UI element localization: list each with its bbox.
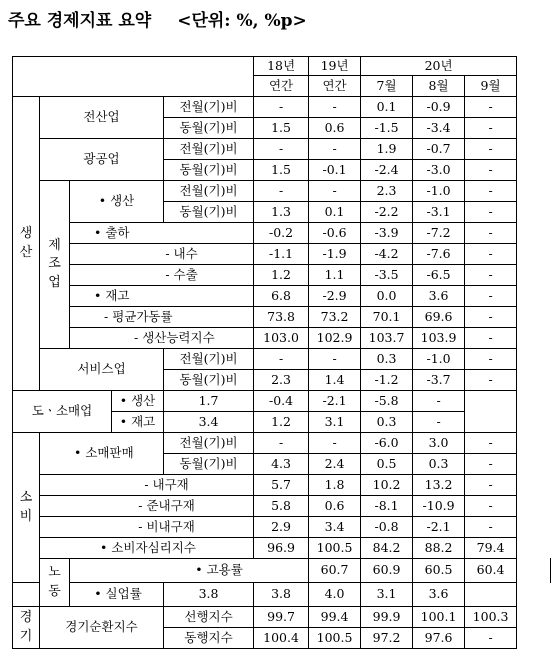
value-cell: 99.4	[309, 607, 361, 628]
table-row	[13, 244, 551, 265]
label-yoy: 동월(기)비	[164, 370, 254, 391]
value-cell: -	[413, 391, 465, 412]
table-row	[13, 349, 551, 370]
value-cell: 73.2	[309, 307, 361, 328]
label-wr-inventory: • 재고	[112, 412, 164, 433]
value-cell: -	[465, 517, 517, 538]
value-cell: -1.5	[361, 118, 413, 139]
group-production: 생 산	[13, 97, 40, 391]
value-cell: -	[465, 370, 517, 391]
table-row	[13, 97, 551, 118]
unit-label: <단위: %, %p>	[177, 11, 307, 31]
value-cell: 1.2	[254, 265, 309, 286]
label-mom: 전월(기)비	[164, 349, 254, 370]
value-cell: 1.8	[309, 475, 361, 496]
label-semi-durable: - 준내구재	[40, 496, 254, 517]
value-cell: -1.1	[254, 244, 309, 265]
value-cell: -10.9	[413, 496, 465, 517]
value-cell: 0.5	[361, 454, 413, 475]
value-cell: -	[465, 286, 517, 307]
value-cell: 1.4	[309, 370, 361, 391]
label-mom: 전월(기)비	[164, 181, 254, 202]
value-cell: 1.3	[254, 202, 309, 223]
value-cell: -2.4	[361, 160, 413, 181]
value-cell: 60.4	[465, 559, 517, 583]
value-cell: -1.9	[309, 244, 361, 265]
header-annual-18: 연간	[254, 76, 309, 97]
page-title	[8, 6, 307, 31]
value-cell: 3.1	[361, 583, 413, 607]
value-cell: -0.6	[309, 223, 361, 244]
value-cell: 1.9	[361, 139, 413, 160]
label-mfg-production: • 생산	[70, 181, 164, 223]
table-row	[13, 475, 551, 496]
value-cell: 3.4	[309, 517, 361, 538]
value-cell: -2.1	[413, 517, 465, 538]
value-cell: 3.1	[309, 412, 361, 433]
table-row	[13, 328, 551, 349]
value-cell: 13.2	[413, 475, 465, 496]
value-cell: 10.2	[361, 475, 413, 496]
value-cell: 96.9	[254, 538, 309, 559]
value-cell: 100.4	[254, 628, 309, 649]
table-row	[13, 496, 551, 517]
label-yoy: 동월(기)비	[164, 454, 254, 475]
value-cell: 3.8	[164, 583, 254, 607]
label-capacity-index: - 생산능력지수	[70, 328, 254, 349]
label-all-industry: 전산업	[40, 97, 164, 139]
value-cell: -	[309, 139, 361, 160]
label-coincident: 동행지수	[164, 628, 254, 649]
value-cell: 100.5	[309, 628, 361, 649]
value-cell: 60.7	[309, 559, 361, 583]
value-cell: -	[309, 433, 361, 454]
table-row	[13, 223, 551, 244]
value-cell: 84.2	[361, 538, 413, 559]
value-cell: -	[309, 97, 361, 118]
value-cell: 103.9	[413, 328, 465, 349]
value-cell: 73.8	[254, 307, 309, 328]
group-manufacturing: 제 조 업	[40, 181, 70, 349]
value-cell: -1.0	[413, 349, 465, 370]
value-cell: -	[465, 475, 517, 496]
value-cell: -	[309, 181, 361, 202]
table-row	[13, 391, 551, 412]
value-cell: -	[254, 433, 309, 454]
header-blank	[13, 57, 254, 97]
value-cell: 2.4	[309, 454, 361, 475]
label-employment-rate: • 고용률	[70, 559, 309, 583]
group-consumption: 소 비	[13, 433, 40, 583]
value-cell: -3.9	[361, 223, 413, 244]
value-cell: 5.8	[254, 496, 309, 517]
value-cell: -	[465, 139, 517, 160]
label-inventory: • 재고	[70, 286, 254, 307]
label-services: 서비스업	[40, 349, 164, 391]
value-cell: 99.7	[254, 607, 309, 628]
value-cell: -4.2	[361, 244, 413, 265]
value-cell: -	[309, 349, 361, 370]
value-cell: 1.7	[164, 391, 254, 412]
value-cell: 97.2	[361, 628, 413, 649]
value-cell: -0.1	[309, 160, 361, 181]
value-cell: -3.7	[413, 370, 465, 391]
label-shipment: • 출하	[70, 223, 254, 244]
table-row	[13, 517, 551, 538]
value-cell: -3.5	[361, 265, 413, 286]
value-cell: 102.9	[309, 328, 361, 349]
value-cell: -	[465, 118, 517, 139]
label-mining: 광공업	[40, 139, 164, 181]
table-row	[13, 538, 551, 559]
label-yoy: 동월(기)비	[164, 202, 254, 223]
value-cell: -	[254, 97, 309, 118]
label-avg-utilization: - 평균가동률	[70, 307, 254, 328]
label-durable: - 내구재	[40, 475, 254, 496]
value-cell: 100.1	[413, 607, 465, 628]
value-cell: -8.1	[361, 496, 413, 517]
value-cell: 100.5	[309, 538, 361, 559]
label-composite-index: 경기순환지수	[40, 607, 164, 649]
label-export: - 수출	[70, 265, 254, 286]
label-yoy: 동월(기)비	[164, 160, 254, 181]
label-mom: 전월(기)비	[164, 139, 254, 160]
value-cell: 69.6	[413, 307, 465, 328]
value-cell: 103.7	[361, 328, 413, 349]
value-cell: -	[465, 496, 517, 517]
value-cell: -6.0	[361, 433, 413, 454]
value-cell: 99.9	[361, 607, 413, 628]
indicator-table	[12, 56, 551, 649]
value-cell: 3.4	[164, 412, 254, 433]
value-cell: 1.5	[254, 160, 309, 181]
label-mom: 전월(기)비	[164, 97, 254, 118]
value-cell: 4.3	[254, 454, 309, 475]
label-non-durable: - 비내구재	[40, 517, 254, 538]
label-yoy: 동월(기)비	[164, 118, 254, 139]
table-row	[13, 607, 551, 628]
value-cell: -	[465, 349, 517, 370]
value-cell: -	[465, 307, 517, 328]
group-cycle: 경 기	[13, 607, 40, 649]
table-row	[13, 307, 551, 328]
table-row	[13, 265, 551, 286]
value-cell: -	[254, 181, 309, 202]
value-cell: 4.0	[309, 583, 361, 607]
value-cell: 0.0	[361, 286, 413, 307]
value-cell: 0.6	[309, 118, 361, 139]
value-cell: 0.1	[309, 202, 361, 223]
value-cell: 6.8	[254, 286, 309, 307]
value-cell: 1.1	[309, 265, 361, 286]
header-sep: 9월	[465, 76, 517, 97]
value-cell: -2.2	[361, 202, 413, 223]
value-cell: -3.4	[413, 118, 465, 139]
value-cell: 60.9	[361, 559, 413, 583]
value-cell: -	[465, 181, 517, 202]
value-cell: -	[465, 628, 517, 649]
header-18: 18년	[254, 57, 309, 76]
group-labor: 노 동	[40, 559, 70, 607]
value-cell: -	[465, 202, 517, 223]
value-cell: 2.3	[361, 181, 413, 202]
value-cell: -2.1	[309, 391, 361, 412]
value-cell: -0.8	[361, 517, 413, 538]
value-cell: 2.9	[254, 517, 309, 538]
value-cell: -	[254, 139, 309, 160]
value-cell: -3.1	[413, 202, 465, 223]
value-cell: 0.3	[361, 349, 413, 370]
value-cell: -	[254, 349, 309, 370]
value-cell: 3.6	[413, 286, 465, 307]
value-cell: -7.6	[413, 244, 465, 265]
value-cell: 70.1	[361, 307, 413, 328]
value-cell: 3.8	[254, 583, 309, 607]
value-cell: 0.1	[361, 97, 413, 118]
value-cell: -1.2	[361, 370, 413, 391]
value-cell: -	[465, 97, 517, 118]
value-cell: -	[413, 412, 465, 433]
header-annual-19: 연간	[309, 76, 361, 97]
value-cell: -0.7	[413, 139, 465, 160]
value-cell: 5.7	[254, 475, 309, 496]
value-cell: 1.2	[254, 412, 309, 433]
header-19: 19년	[309, 57, 361, 76]
label-retail-sales: • 소매판매	[40, 433, 164, 475]
title-text: 주요 경제지표 요약	[8, 11, 152, 31]
value-cell: 0.3	[361, 412, 413, 433]
value-cell: -	[465, 454, 517, 475]
table-row	[13, 139, 551, 160]
right-margin	[517, 57, 551, 628]
value-cell: -	[465, 433, 517, 454]
value-cell: -0.2	[254, 223, 309, 244]
value-cell: 3.0	[413, 433, 465, 454]
value-cell: 97.6	[413, 628, 465, 649]
table-row	[13, 181, 551, 202]
value-cell: -	[465, 160, 517, 181]
label-consumer-sentiment: • 소비자심리지수	[40, 538, 254, 559]
value-cell: -0.9	[413, 97, 465, 118]
header-aug: 8월	[413, 76, 465, 97]
value-cell: -5.8	[361, 391, 413, 412]
value-cell: -6.5	[413, 265, 465, 286]
value-cell: -1.0	[413, 181, 465, 202]
value-cell: -0.4	[254, 391, 309, 412]
value-cell: 79.4	[465, 538, 517, 559]
table-row	[13, 433, 551, 454]
value-cell: 0.3	[413, 454, 465, 475]
table-row	[13, 583, 551, 607]
value-cell: -	[465, 265, 517, 286]
value-cell: -3.0	[413, 160, 465, 181]
value-cell: 0.6	[309, 496, 361, 517]
value-cell: -	[465, 328, 517, 349]
value-cell: -7.2	[413, 223, 465, 244]
header-jul: 7월	[361, 76, 413, 97]
label-wr-production: • 생산	[112, 391, 164, 412]
value-cell: -	[465, 223, 517, 244]
value-cell: 60.5	[413, 559, 465, 583]
value-cell: 88.2	[413, 538, 465, 559]
value-cell: -2.9	[309, 286, 361, 307]
value-cell: 103.0	[254, 328, 309, 349]
label-leading: 선행지수	[164, 607, 254, 628]
label-mom: 전월(기)비	[164, 433, 254, 454]
table-row	[13, 559, 551, 583]
value-cell: 1.5	[254, 118, 309, 139]
value-cell: 2.3	[254, 370, 309, 391]
value-cell: 100.3	[465, 607, 517, 628]
table-row	[13, 286, 551, 307]
header-20: 20년	[361, 57, 517, 76]
label-unemployment-rate: • 실업률	[13, 583, 164, 607]
label-domestic: - 내수	[70, 244, 254, 265]
label-wholesale-retail: 도ㆍ소매업	[13, 391, 112, 433]
value-cell: -	[465, 244, 517, 265]
value-cell: 3.6	[413, 583, 465, 607]
